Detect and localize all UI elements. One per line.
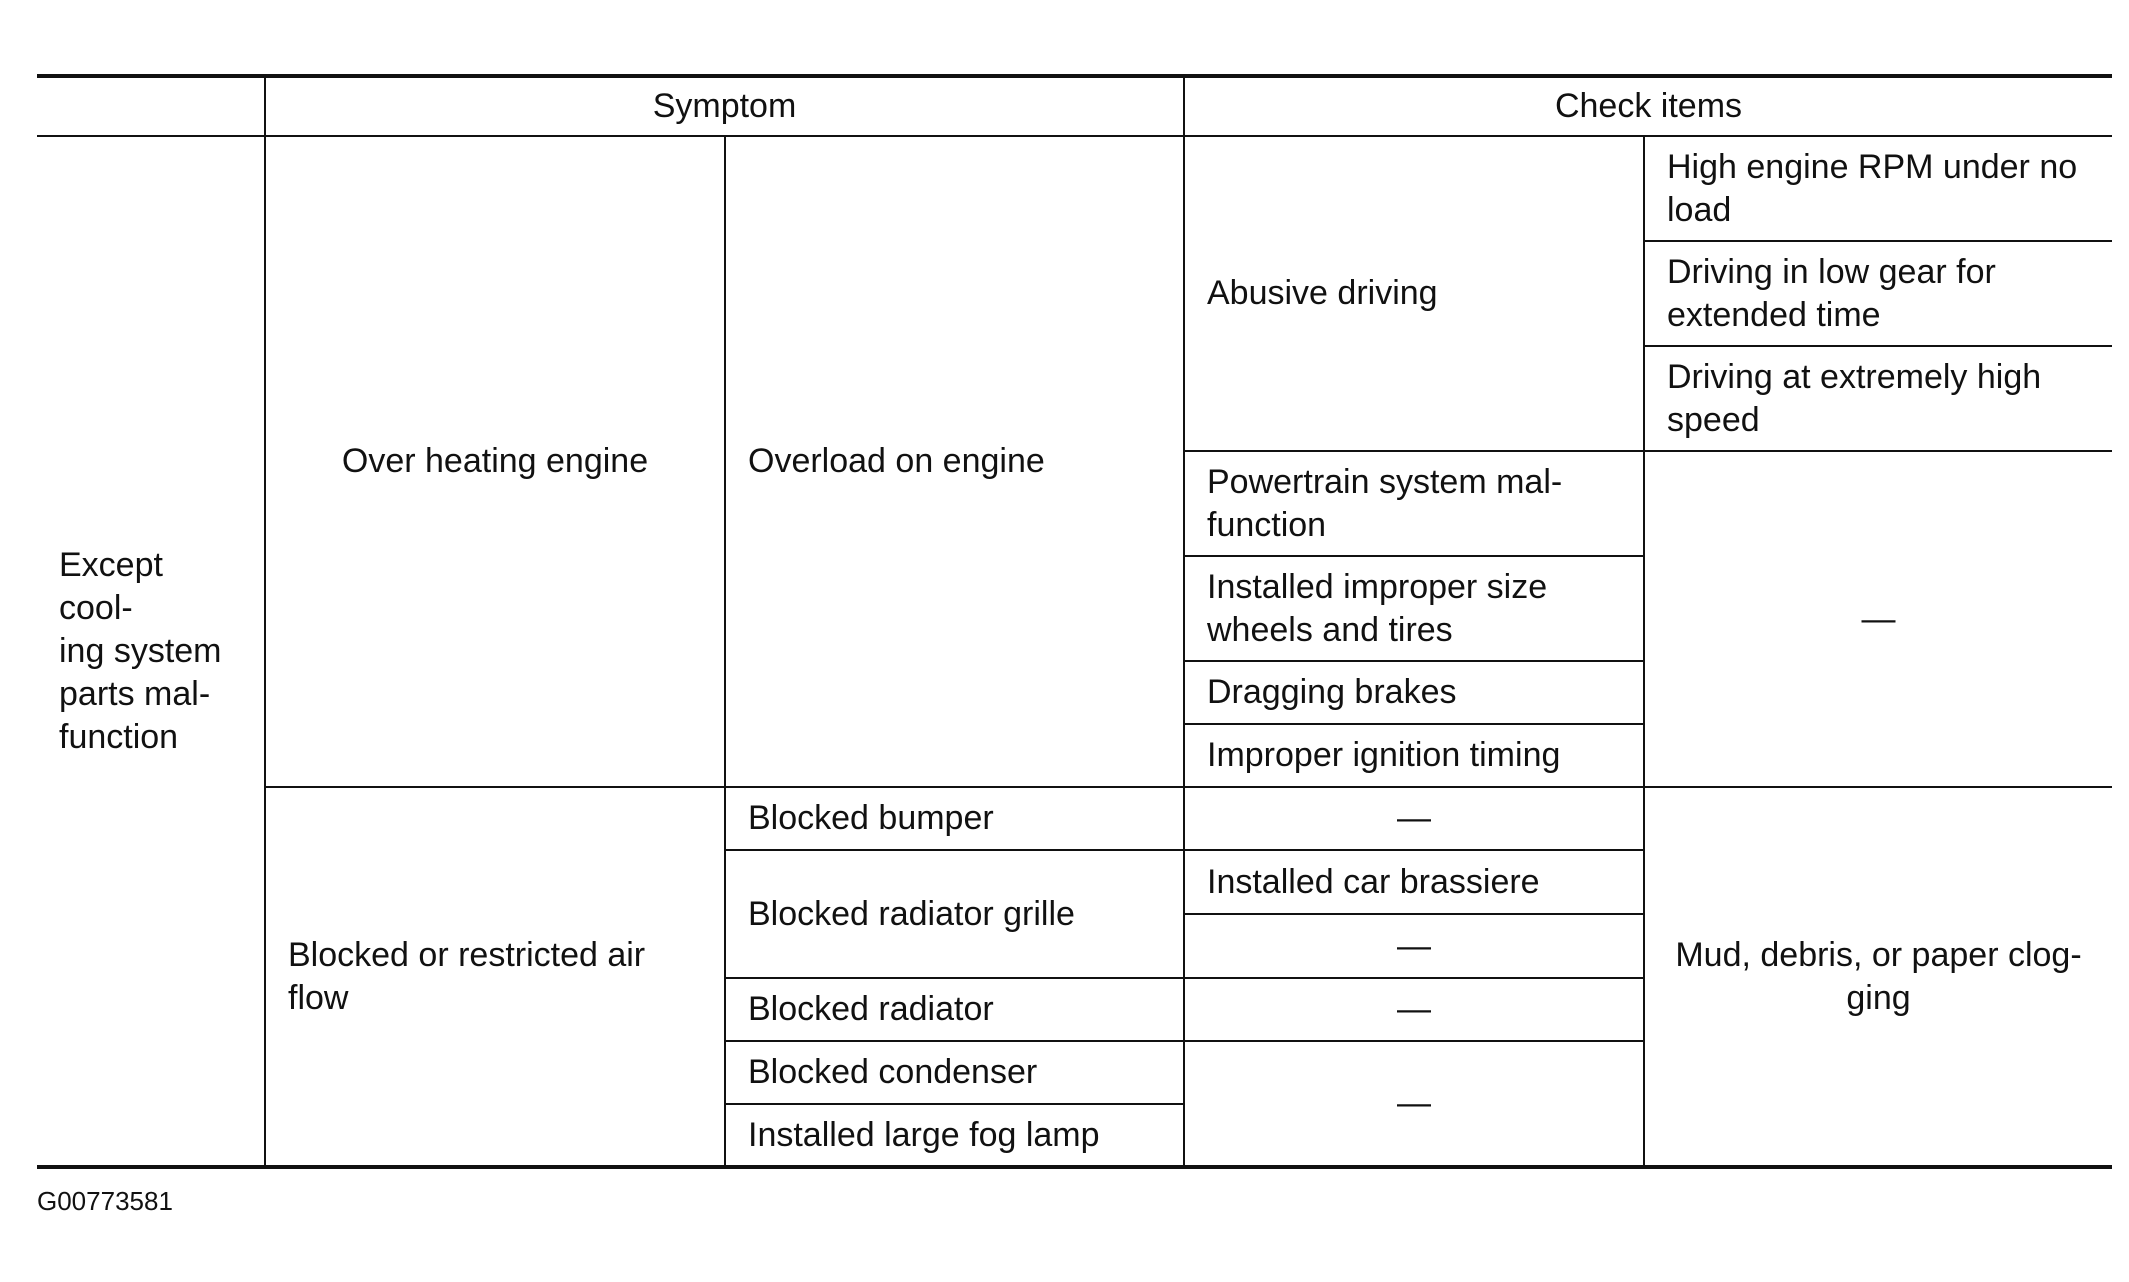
check-item-high-rpm: High engine RPM under no load	[1644, 136, 2112, 241]
check-item-high-speed: Driving at extremely high speed	[1644, 346, 2112, 451]
figure-id: G00773581	[37, 1186, 173, 1216]
cause-overload-on-engine: Overload on engine	[725, 136, 1184, 787]
cause-blocked-bumper: Blocked bumper	[725, 787, 1184, 850]
check-item-low-gear: Driving in low gear for extended time	[1644, 241, 2112, 346]
cause-blocked-radiator: Blocked radiator	[725, 978, 1184, 1041]
grille-check-cell	[1184, 850, 1644, 978]
check-mud-debris-paper: Mud, debris, or paper clog- ging	[1644, 787, 2112, 1167]
cooling-system-symptom-table	[37, 74, 2112, 1169]
dash-cell: —	[1644, 451, 2112, 787]
check-improper-wheels-tires: Installed improper size wheels and tires	[1184, 556, 1644, 661]
cause-installed-large-fog-lamp: Installed large fog lamp	[725, 1104, 1184, 1167]
symptom-blocked-air-flow: Blocked or restricted air flow	[265, 787, 725, 1167]
header-symptom: Symptom	[265, 76, 1184, 136]
dash-cell: —	[1184, 978, 1644, 1041]
group-label: Except cool- ing system parts mal- function	[37, 136, 265, 1167]
check-dragging-brakes: Dragging brakes	[1184, 661, 1644, 724]
check-improper-ignition-timing: Improper ignition timing	[1184, 724, 1644, 787]
cause-blocked-radiator-grille: Blocked radiator grille	[725, 850, 1184, 978]
dash-cell: —	[1184, 1041, 1644, 1167]
check-installed-car-brassiere: Installed car brassiere	[1185, 851, 1643, 915]
check-abusive-driving: Abusive driving	[1184, 136, 1644, 451]
symptom-over-heating-engine: Over heating engine	[265, 136, 725, 787]
check-powertrain-malfunction: Powertrain system mal- function	[1184, 451, 1644, 556]
dash-cell: —	[1184, 787, 1644, 850]
header-empty-cell	[37, 76, 265, 136]
cause-blocked-condenser: Blocked condenser	[725, 1041, 1184, 1104]
dash-cell: —	[1397, 927, 1431, 965]
header-check-items: Check items	[1184, 76, 2112, 136]
